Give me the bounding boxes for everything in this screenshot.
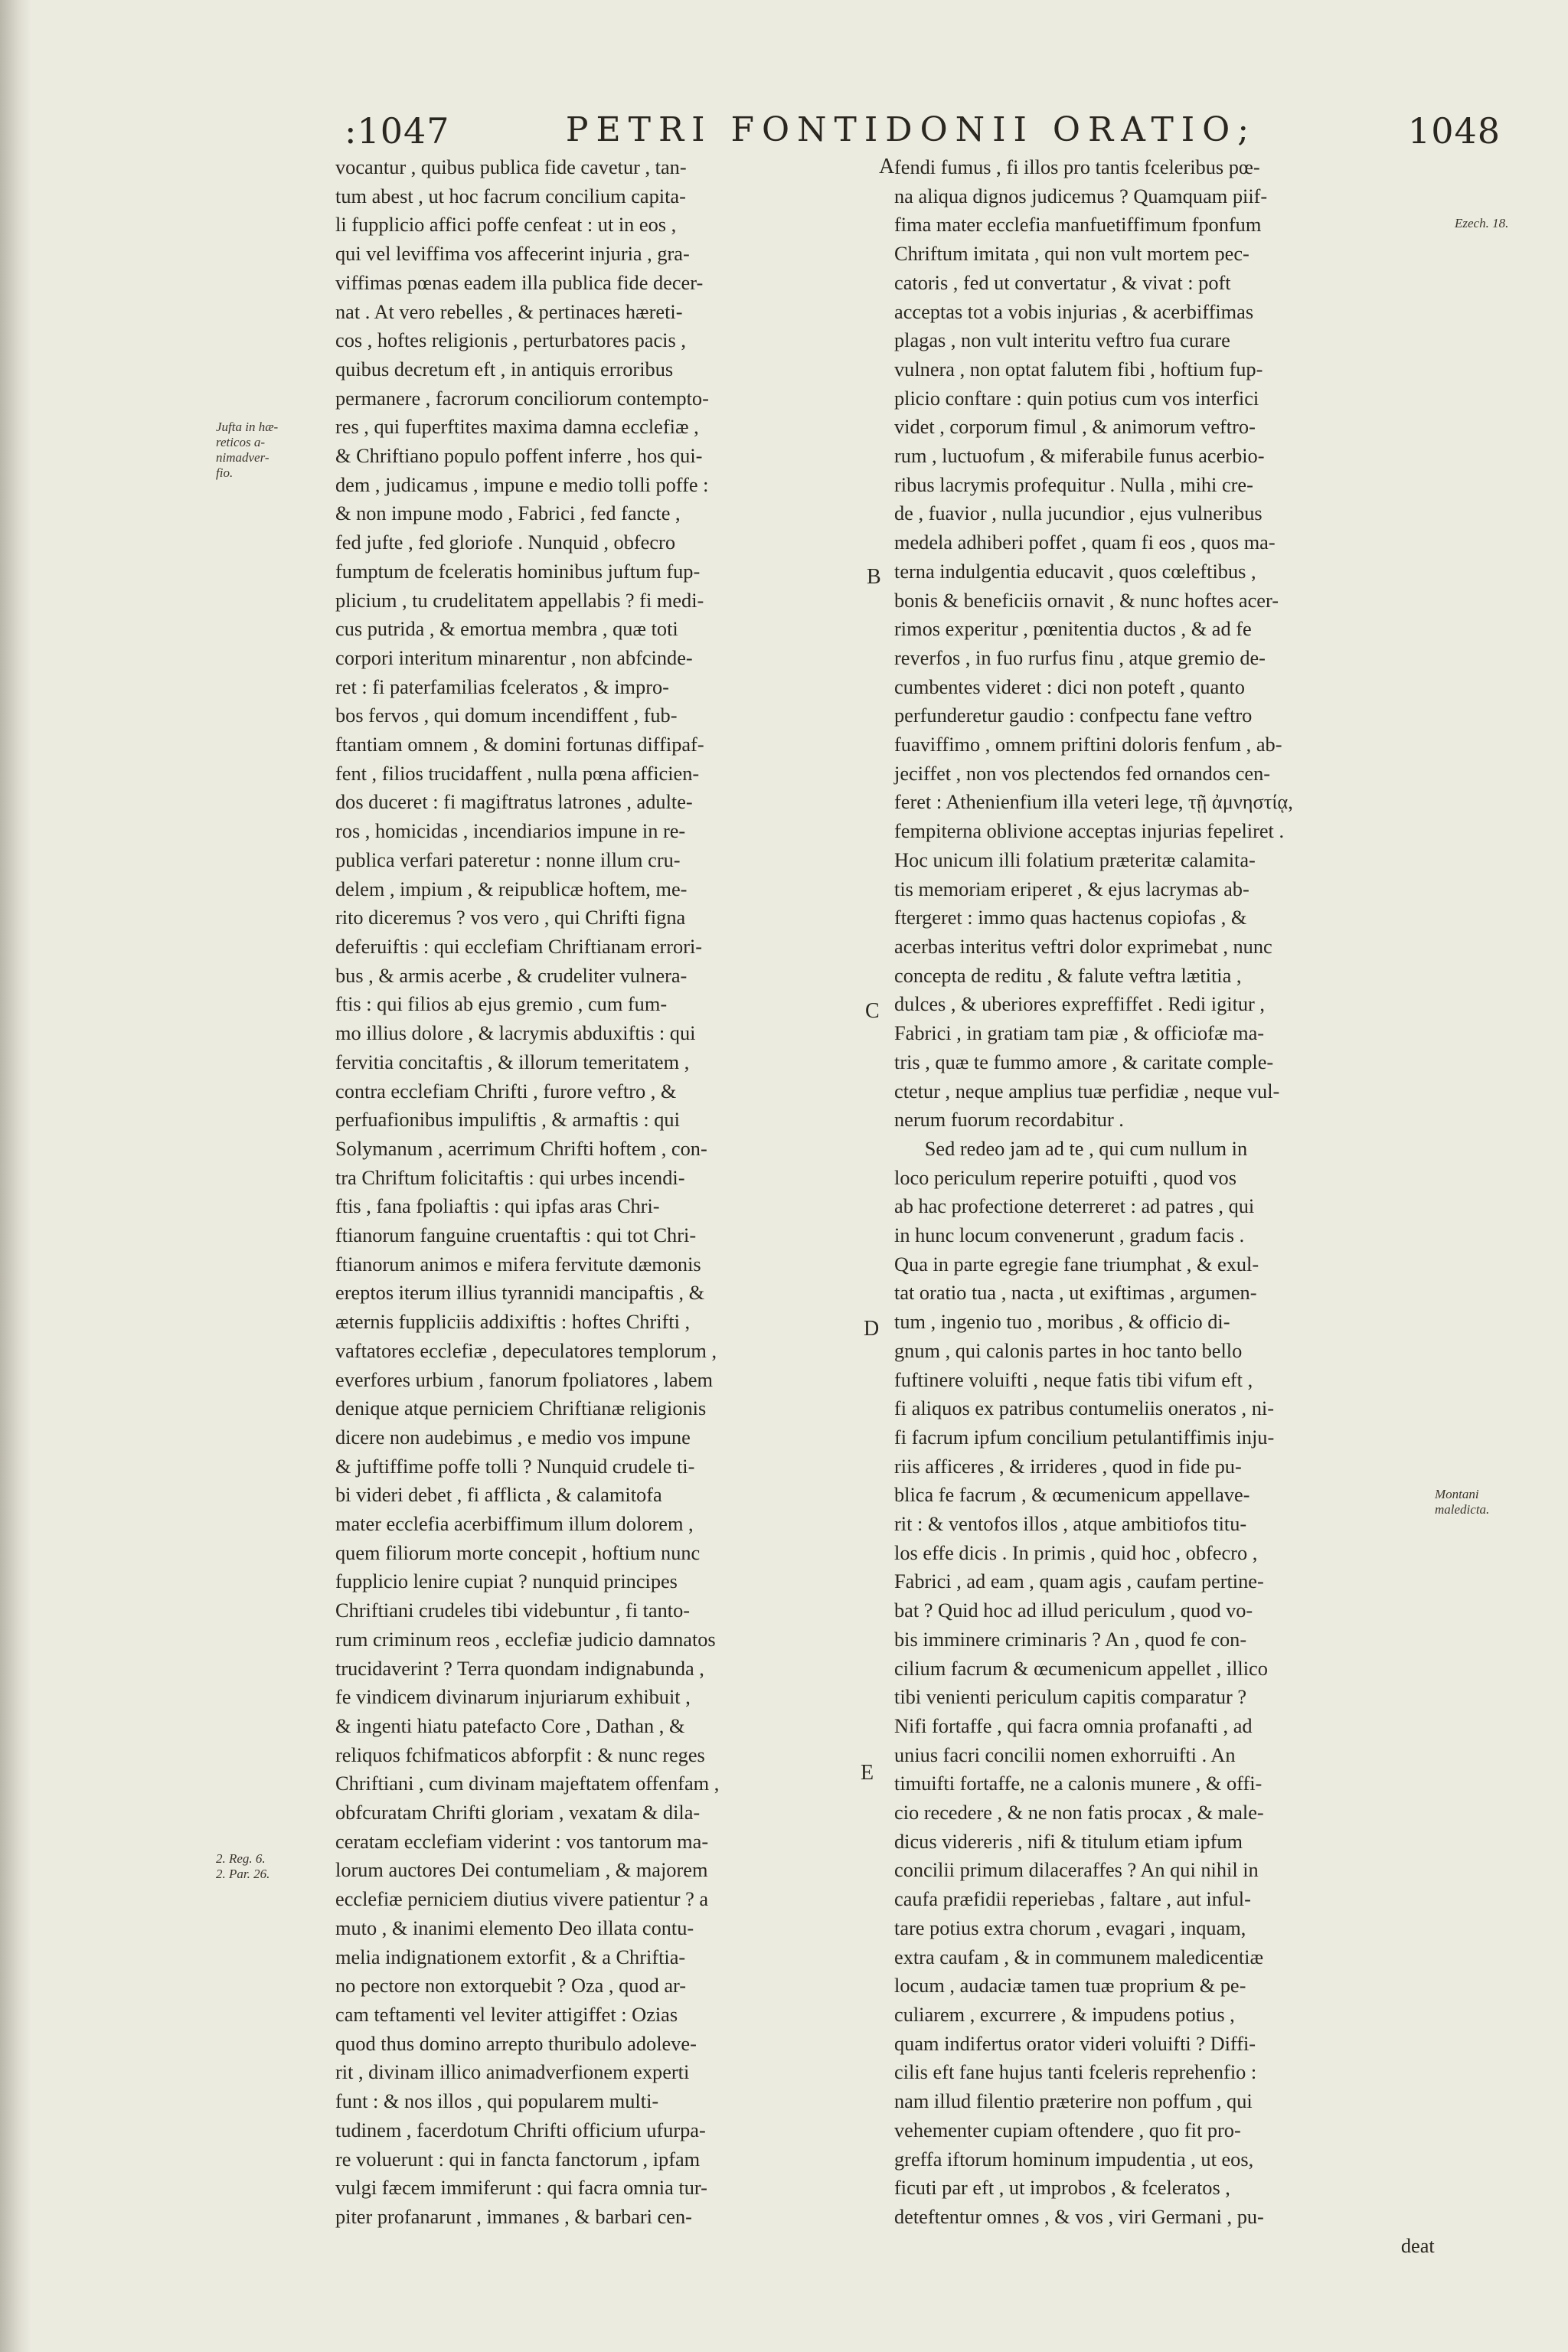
text-line: trucidaverint ? Terra quondam indignabunda , xyxy=(335,1656,704,1680)
text-line: jeciffet , non vos plectendos fed ornandos cen- xyxy=(894,761,1271,785)
text-line: loco periculum reperire potuifti , quod vos xyxy=(894,1165,1236,1189)
text-line: extra caufam , & in communem maledicentiæ xyxy=(894,1945,1264,1968)
note-line: fio. xyxy=(216,466,234,480)
text-line: tudinem , facerdotum Chrifti officium ufurpa- xyxy=(335,2118,706,2141)
text-line: fuftinere voluifti , neque fatis tibi vifum eft , xyxy=(894,1367,1253,1391)
text-line: dicus videreris , nifi & titulum etiam ipfum xyxy=(894,1829,1243,1853)
text-line: dulces , & uberiores expreffiffet . Redi igitur , xyxy=(894,992,1266,1016)
text-line: fuaviffimo , omnem priftini doloris fenfum , ab- xyxy=(894,733,1282,756)
text-line: ctetur , neque amplius tuæ perfidiæ , neque vul- xyxy=(894,1079,1280,1102)
text-line: everfores urbium , fanorum fpoliatores , labem xyxy=(335,1367,714,1391)
text-line: ftantiam omnem , & domini fortunas diffipaf- xyxy=(335,733,704,756)
text-line: catoris , fed ut convertatur , & vivat : poft xyxy=(894,270,1231,294)
text-line: mater ecclefia acerbiffimum illum dolorem , xyxy=(335,1512,694,1536)
text-line: rum criminum reos , ecclefiæ judicio damnatos xyxy=(335,1627,716,1651)
text-line: caufa præfidii reperiebas , faltare , aut inful- xyxy=(894,1887,1251,1911)
text-line: timuifti fortaffe, ne a calonis munere , & offi- xyxy=(894,1772,1263,1795)
text-line: cam teftamenti vel leviter attigiffet : Ozias xyxy=(335,2003,678,2026)
section-letter-c: C xyxy=(865,999,880,1023)
text-line: nerum fuorum recordabitur . xyxy=(894,1108,1124,1132)
text-line: Fabrici , ad eam , quam agis , caufam pertine- xyxy=(894,1570,1264,1593)
text-line: publica verfari pateretur : nonne illum cru- xyxy=(335,848,681,871)
text-line: Chriftiani , cum divinam majeftatem offenfam , xyxy=(335,1772,720,1795)
section-letter-b: B xyxy=(867,565,881,589)
text-line: concepta de reditu , & falute veftra lætitia , xyxy=(894,963,1242,987)
text-line: in hunc locum convenerunt , gradum facis . xyxy=(894,1223,1245,1247)
section-letter-a: A xyxy=(879,155,895,178)
section-letter-d: D xyxy=(864,1317,880,1341)
text-line: qui vel leviffima vos affecerint injuria , gra- xyxy=(335,242,690,266)
text-line: corpori interitum minarentur , non abfcinde- xyxy=(335,645,693,669)
text-line: acceptas tot a vobis injurias , & acerbiffimas xyxy=(894,299,1254,323)
text-line: Nifi fortaffe , qui facra omnia profanafti , ad xyxy=(894,1713,1253,1737)
text-line: ficuti par eft , ut improbos , & fceleratos , xyxy=(894,2176,1230,2200)
text-line: tare potius extra chorum , evagari , inquam, xyxy=(894,1916,1246,1939)
text-line: tum , ingenio tuo , moribus , & officio di- xyxy=(894,1310,1230,1334)
text-line: res , qui fuperftites maxima damna ecclefiæ , xyxy=(335,415,699,439)
text-line: melia indignationem extorfit , & a Chriftia- xyxy=(335,1945,686,1968)
text-line: Qua in parte egregie fane triumphat , & exul- xyxy=(894,1252,1259,1276)
text-line: de , fuavior , nulla jucundior , ejus vulneribus xyxy=(894,501,1263,525)
text-line: ftianorum fanguine cruentaftis : qui tot Chri- xyxy=(335,1223,697,1247)
text-line: cumbentes videret : dici non poteft , quanto xyxy=(894,675,1245,698)
text-line: cos , hoftes religionis , perturbatores pacis , xyxy=(335,328,686,352)
page-binding-shadow xyxy=(0,0,31,2352)
text-line: contra ecclefiam Chrifti , furore veftro , & xyxy=(335,1079,677,1102)
text-line: tris , quæ te fummo amore , & caritate comple- xyxy=(894,1050,1274,1073)
text-line: fupplicio lenire cupiat ? nunquid principes xyxy=(335,1570,678,1593)
text-line: fima mater ecclefia manfuetiffimum fponfum xyxy=(894,213,1262,237)
text-line: ret : fi paterfamilias fceleratos , & impro- xyxy=(335,675,669,698)
page-number-right: 1048 xyxy=(1407,110,1501,152)
marginal-note-montani xyxy=(1435,1487,1550,1517)
text-line: fi facrum ipfum concilium petulantiffimis inju- xyxy=(894,1425,1275,1449)
text-line: vaftatores ecclefiæ , depeculatores templorum , xyxy=(335,1338,717,1362)
text-line: rit , divinam illico animadverfionem experti xyxy=(335,2060,690,2084)
text-line: ftergeret : immo quas hactenus copiofas , & xyxy=(894,906,1247,929)
text-line: permanere , facrorum conciliorum contempto- xyxy=(335,386,709,410)
running-title: PETRI FONTIDONII ORATIO; xyxy=(565,110,1257,149)
text-line: Hoc unicum illi folatium præteritæ calamita- xyxy=(894,848,1256,871)
note-line: Ezech. 18. xyxy=(1455,216,1509,230)
text-line: fi aliquos ex patribus contumeliis oneratos , ni- xyxy=(894,1396,1274,1420)
text-line: tum abest , ut hoc facrum concilium capita- xyxy=(335,184,686,207)
text-line: bos fervos , qui domum incendiffent , fub- xyxy=(335,704,678,727)
text-line: no pectore non extorquebit ? Oza , quod ar- xyxy=(335,1974,687,1998)
text-line: rit : & ventofos illos , atque ambitiofos titu- xyxy=(894,1512,1247,1536)
text-line: locum , audaciæ tamen tuæ proprium & pe- xyxy=(894,1974,1246,1998)
text-line: ecclefiæ perniciem diutius vivere patientur ? a xyxy=(335,1887,709,1911)
text-line: delem , impium , & reipublicæ hoftem, me- xyxy=(335,877,688,900)
text-line: fed jufte , fed gloriofe . Nunquid , obfecro xyxy=(335,531,675,554)
text-line: fendi fumus , fi illos pro tantis fceleribus pœ- xyxy=(894,155,1260,178)
text-line: feret : Athenienfium illa veteri lege, τῇ ἀμνηστίᾳ, xyxy=(894,790,1293,814)
text-line: fervitia concitaftis , & illorum temeritatem , xyxy=(335,1050,690,1073)
text-line: & Chriftiano populo poffent inferre , hos qui- xyxy=(335,444,703,468)
text-line: bus , & armis acerbe , & crudeliter vulnera- xyxy=(335,963,688,987)
text-line: dicere non audebimus , e medio vos impune xyxy=(335,1425,691,1449)
text-line: bis imminere criminaris ? An , quod fe con- xyxy=(894,1627,1247,1651)
text-line: na aliqua dignos judicemus ? Quamquam piif- xyxy=(894,184,1268,207)
text-line: obfcuratam Chrifti gloriam , vexatam & dila- xyxy=(335,1801,701,1824)
text-line: & ingenti hiatu patefacto Core , Dathan , & xyxy=(335,1713,685,1737)
text-line: greffa iftorum hominum impudentia , ut eos, xyxy=(894,2147,1254,2171)
text-line: deferuiftis : qui ecclefiam Chriftianam errori- xyxy=(335,934,703,958)
note-line: maledicta. xyxy=(1435,1502,1490,1517)
text-line: culiarem , excurrere , & impudens potius , xyxy=(894,2003,1235,2026)
text-line: reverfos , in fuo rurfus finu , atque gremio de- xyxy=(894,645,1266,669)
text-line: viffimas pœnas eadem illa publica fide decer- xyxy=(335,270,704,294)
note-line: reticos a- xyxy=(216,435,266,449)
text-line: li fupplicio affici poffe cenfeat : ut in eos , xyxy=(335,213,677,237)
note-line: Montani xyxy=(1435,1487,1479,1501)
left-text-column xyxy=(335,153,860,2232)
page-number-left: :1047 xyxy=(345,110,450,152)
text-line: unius facri concilii nomen exhorruifti . An xyxy=(894,1743,1236,1766)
text-line: ab hac profectione deterreret : ad patres , qui xyxy=(894,1194,1255,1218)
note-line: 2. Par. 26. xyxy=(216,1867,270,1881)
text-line: cilium facrum & œcumenicum appellet , illico xyxy=(894,1656,1268,1680)
text-line: muto , & inanimi elemento Deo illata contu- xyxy=(335,1916,694,1939)
text-line: & non impune modo , Fabrici , fed fancte , xyxy=(335,501,681,525)
text-line: Sed redeo jam ad te , qui cum nullum in xyxy=(924,1136,1248,1160)
text-line: & juftiffime poffe tolli ? Nunquid crudele ti- xyxy=(335,1454,695,1478)
text-line: dos duceret : fi magiftratus latrones , adulte- xyxy=(335,790,693,814)
text-line: Solymanum , acerrimum Chrifti hoftem , con- xyxy=(335,1136,707,1160)
text-line: dem , judicamus , impune e medio tolli poffe : xyxy=(335,472,709,496)
marginal-note-references xyxy=(216,1851,323,1882)
text-line: medela adhiberi poffet , quam fi eos , quos ma- xyxy=(894,531,1276,554)
text-line: plicium , tu crudelitatem appellabis ? fi medi- xyxy=(335,588,704,612)
text-line: bi videri debet , fi afflicta , & calamitofa xyxy=(335,1483,662,1507)
text-line: fe vindicem divinarum injuriarum exhibuit , xyxy=(335,1685,691,1709)
text-line: piter profanarunt , immanes , & barbari cen- xyxy=(335,2204,692,2228)
text-line: videt , corporum fimul , & animorum veftro- xyxy=(894,415,1256,439)
text-line: rito diceremus ? vos vero , qui Chrifti figna xyxy=(335,906,686,929)
text-line: funt : & nos illos , qui popularem multi- xyxy=(335,2089,659,2113)
text-line: quod thus domino arrepto thuribulo adoleve- xyxy=(335,2031,697,2055)
text-line: tra Chriftum folicitaftis : qui urbes incendi- xyxy=(335,1165,685,1189)
text-line: æternis fuppliciis addixiftis : hoftes Chrifti , xyxy=(335,1310,691,1334)
text-line: vehementer cupiam oftendere , quo fit pro- xyxy=(894,2118,1241,2141)
text-line: reliquos fchifmaticos abforpfit : & nunc reges xyxy=(335,1743,705,1766)
text-line: fumptum de fceleratis hominibus juftum fup- xyxy=(335,559,701,583)
text-line: gnum , qui calonis partes in hoc tanto bello xyxy=(894,1338,1243,1362)
text-line: nam illud filentio præterire non poffum , qui xyxy=(894,2089,1253,2113)
marginal-note-ezech xyxy=(1455,216,1562,231)
text-line: quem filiorum morte concepit , hoftium nunc xyxy=(335,1540,701,1564)
text-line: perfunderetur gaudio : confpectu fane veftro xyxy=(894,704,1253,727)
text-line: rimos experitur , pœnitentia ductos , & ad fe xyxy=(894,617,1252,641)
text-line: bonis & beneficiis ornavit , & nunc hoftes acer- xyxy=(894,588,1279,612)
text-line: Chriftiani crudeles tibi videbuntur , fi tanto- xyxy=(335,1599,691,1622)
text-line: plagas , non vult interitu veftro fua curare xyxy=(894,328,1230,352)
text-line: ftis : qui filios ab ejus gremio , cum fum- xyxy=(335,992,668,1016)
text-line: cio recedere , & ne non fatis procax , & male- xyxy=(894,1801,1264,1824)
text-line: fent , filios trucidaffent , nulla pœna afficien- xyxy=(335,761,700,785)
text-line: deat xyxy=(1400,2233,1435,2257)
note-line: nimadver- xyxy=(216,450,270,465)
text-line: blica fe facrum , & œcumenicum appellave- xyxy=(894,1483,1250,1507)
text-line: denique atque perniciem Chriftianæ religionis xyxy=(335,1396,707,1420)
text-line: Fabrici , in gratiam tam piæ , & officiofæ ma- xyxy=(894,1021,1265,1045)
text-line: ceratam ecclefiam viderint : vos tantorum ma- xyxy=(335,1829,709,1853)
text-line: mo illius dolore , & lacrymis abduxiftis : qui xyxy=(335,1021,696,1045)
text-line: terna indulgentia educavit , quos cœleftibus , xyxy=(894,559,1256,583)
text-line: ribus lacrymis profequitur . Nulla , mihi cre- xyxy=(894,472,1253,496)
note-line: Jufta in hæ- xyxy=(216,420,279,434)
text-line: cilis eft fane hujus tanti fceleris reprehenfio : xyxy=(894,2060,1257,2084)
text-line: tibi venienti periculum capitis comparatur ? xyxy=(894,1685,1247,1709)
text-line: cus putrida , & emortua membra , quæ toti xyxy=(335,617,678,641)
text-line: ros , homicidas , incendiarios impune in re- xyxy=(335,819,686,843)
text-line: plicio conftare : quin potius cum vos interfici xyxy=(894,386,1259,410)
text-line: bat ? Quid hoc ad illud periculum , quod vo- xyxy=(894,1599,1253,1622)
right-text-column xyxy=(894,153,1446,2260)
section-letter-e: E xyxy=(861,1761,874,1785)
text-line: nat . At vero rebelles , & pertinaces hæreti- xyxy=(335,299,683,323)
text-line: tat oratio tua , nacta , ut exiftimas , argumen- xyxy=(894,1281,1257,1305)
text-line: deteftentur omnes , & vos , viri Germani , pu- xyxy=(894,2204,1264,2228)
text-line: quam indifertus orator videri voluifti ? Diffi- xyxy=(894,2031,1256,2055)
text-line: perfuafionibus impuliftis , & armaftis : qui xyxy=(335,1108,680,1132)
text-line: Chriftum imitata , qui non vult mortem pec- xyxy=(894,242,1250,266)
text-line: lorum auctores Dei contumeliam , & majorem xyxy=(335,1858,708,1882)
text-line: acerbas interitus veftri dolor exprimebat , nunc xyxy=(894,934,1272,958)
text-line: ereptos iterum illius tyrannidi mancipaftis , & xyxy=(335,1281,705,1305)
text-line: tis memoriam eriperet , & ejus lacrymas ab- xyxy=(894,877,1250,900)
page-header xyxy=(322,107,1501,153)
text-line: riis afficeres , & irrideres , quod in fide pu- xyxy=(894,1454,1242,1478)
text-line: vulgi fæcem immiferunt : qui facra omnia tur- xyxy=(335,2176,707,2200)
text-line: ftianorum animos e mifera fervitute dæmonis xyxy=(335,1252,701,1276)
text-line: vocantur , quibus publica fide cavetur , tan- xyxy=(335,155,687,178)
text-line: ftis , fana fpoliaftis : qui ipfas aras Chri- xyxy=(335,1194,660,1218)
text-line: re voluerunt : qui in fancta fanctorum , ipfam xyxy=(335,2147,701,2171)
text-line: los effe dicis . In primis , quid hoc , obfecro , xyxy=(894,1540,1258,1564)
text-line: vulnera , non optat falutem fibi , hoftium fup- xyxy=(894,357,1263,381)
note-line: 2. Reg. 6. xyxy=(216,1851,266,1866)
marginal-note-justa xyxy=(216,420,323,481)
text-line: concilii primum dilaceraffes ? An qui nihil in xyxy=(894,1858,1259,1882)
text-line: quibus decretum eft , in antiquis erroribus xyxy=(335,357,674,381)
text-line: fempiterna oblivione acceptas injurias fepeliret . xyxy=(894,819,1285,843)
text-line: rum , luctuofum , & miferabile funus acerbio- xyxy=(894,444,1265,468)
